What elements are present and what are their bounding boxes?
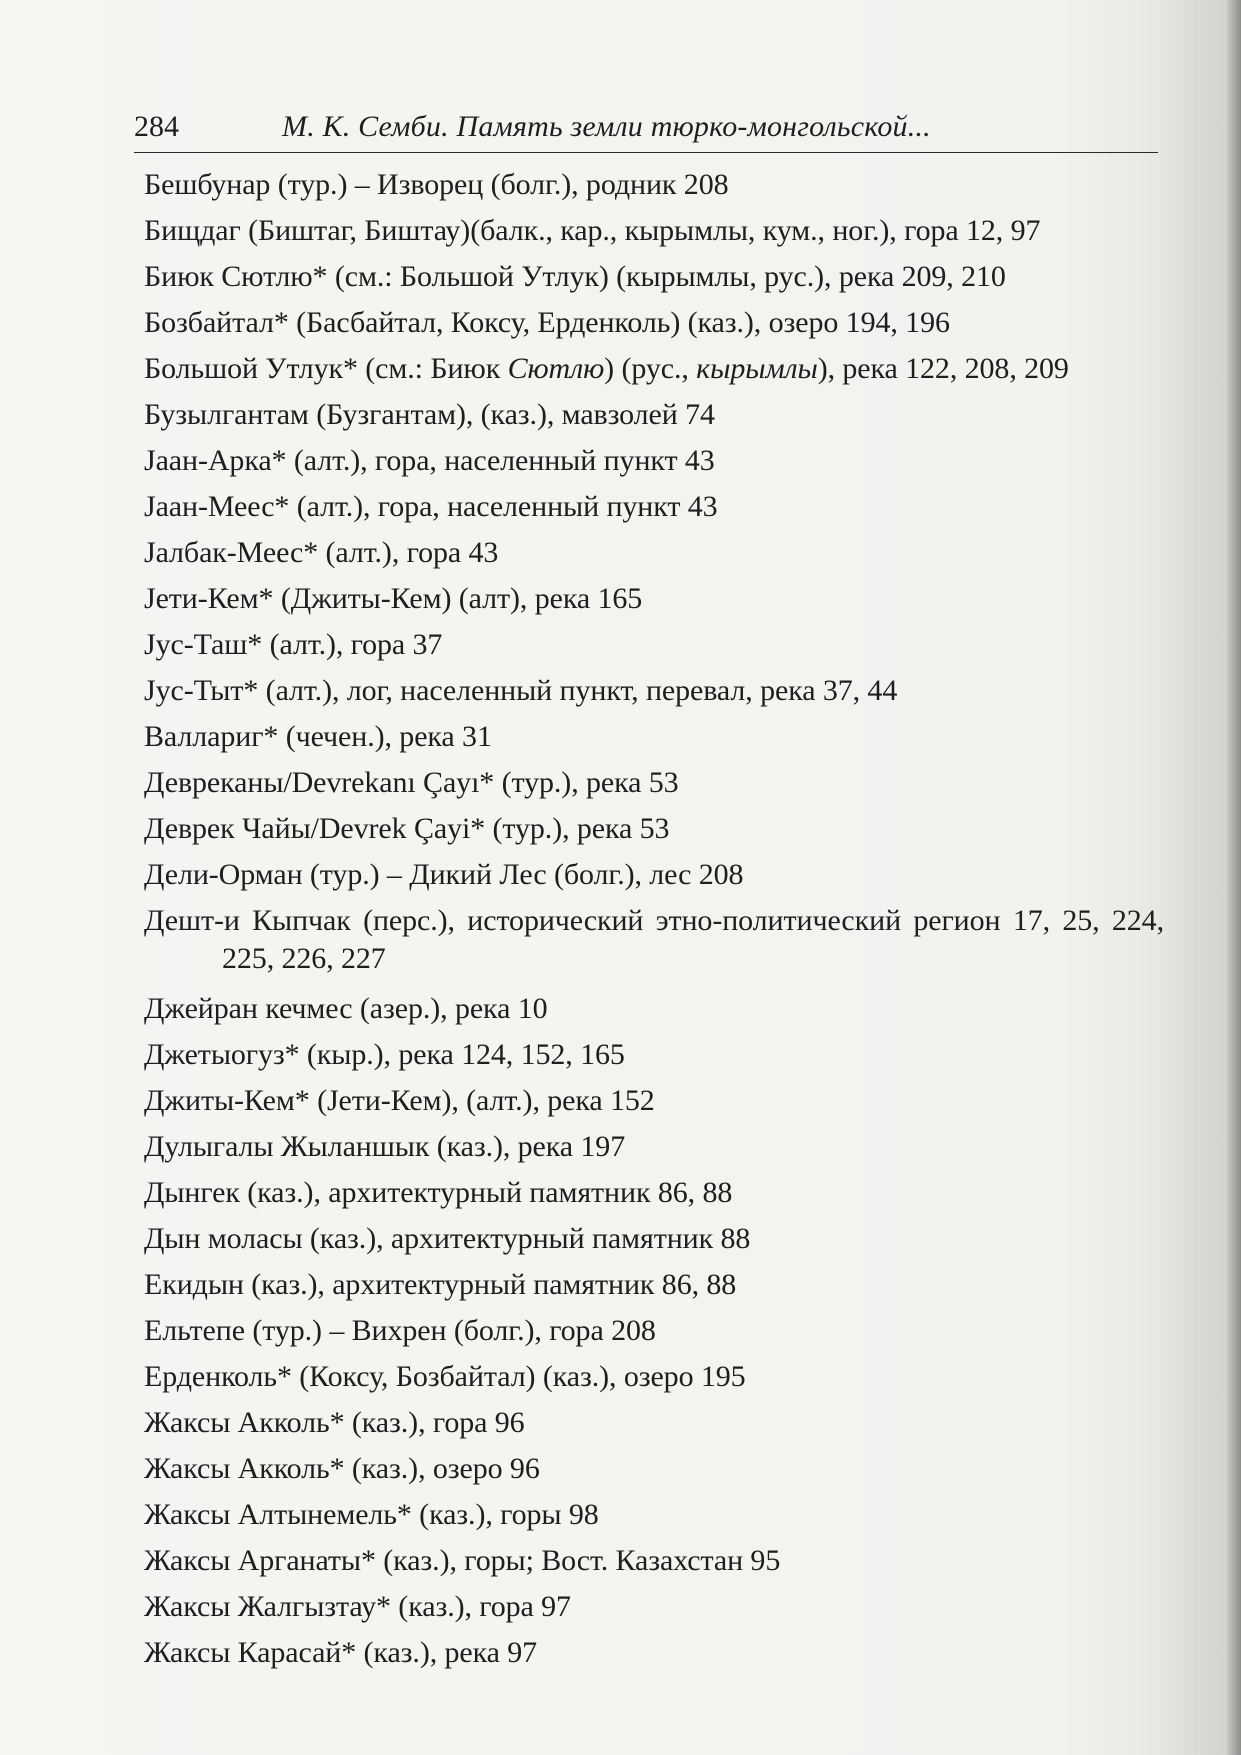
page-number: 284 bbox=[134, 110, 179, 143]
index-entry: Бузылгантам (Бузгантам), (каз.), мавзолей 74 bbox=[144, 398, 715, 431]
index-entry: Дулыгалы Жыланшык (каз.), река 197 bbox=[144, 1130, 626, 1163]
index-entry: Јус-Тыт* (алт.), лог, населенный пункт, перевал, река 37, 44 bbox=[144, 674, 898, 707]
index-entry: Дын моласы (каз.), архитектурный памятник 88 bbox=[144, 1222, 751, 1255]
entry-text-italic: кырымлы bbox=[696, 352, 818, 385]
index-entry: Жаксы Карасай* (каз.), река 97 bbox=[144, 1636, 538, 1669]
index-entry: Джетыогуз* (кыр.), река 124, 152, 165 bbox=[144, 1038, 625, 1071]
index-entry: Дели-Орман (тур.) – Дикий Лес (болг.), лес 208 bbox=[144, 858, 744, 891]
index-entry: Бозбайтал* (Басбайтал, Коксу, Ерденколь) (каз.), озеро 194, 196 bbox=[144, 306, 950, 339]
index-entry-list bbox=[144, 162, 1164, 1676]
index-entry: Дынгек (каз.), архитектурный памятник 86, 88 bbox=[144, 1176, 733, 1209]
index-entry: Ельтепе (тур.) – Вихрен (болг.), гора 208 bbox=[144, 1314, 656, 1347]
book-spine-shadow bbox=[1227, 0, 1241, 1755]
index-entry: Жаксы Акколь* (каз.), гора 96 bbox=[144, 1406, 525, 1439]
entry-text-italic: Сютлю bbox=[507, 352, 605, 385]
index-entry: Бищдаг (Биштаг, Биштау)(балк., кар., кырымлы, кум., ног.), гора 12, 97 bbox=[144, 214, 1041, 247]
index-entry: Јети-Кем* (Джиты-Кем) (алт), река 165 bbox=[144, 582, 643, 615]
index-entry: Екидын (каз.), архитектурный памятник 86, 88 bbox=[144, 1268, 737, 1301]
index-entry: Бешбунар (тур.) – Изворец (болг.), родник 208 bbox=[144, 168, 729, 201]
index-entry: Жаксы Жалгызтау* (каз.), гора 97 bbox=[144, 1590, 571, 1623]
index-entry: Јаан-Арка* (алт.), гора, населенный пункт 43 bbox=[144, 444, 715, 477]
index-entry: Јаан-Меес* (алт.), гора, населенный пункт 43 bbox=[144, 490, 718, 523]
index-entry: Јалбак-Меес* (алт.), гора 43 bbox=[144, 536, 499, 569]
index-entry: Јус-Таш* (алт.), гора 37 bbox=[144, 628, 443, 661]
index-entry: Джиты-Кем* (Јети-Кем), (алт.), река 152 bbox=[144, 1084, 655, 1117]
index-entry: Девреканы/Devrekanı Çayı* (тур.), река 53 bbox=[144, 766, 679, 799]
page-header bbox=[134, 106, 1158, 153]
index-entry: Деврек Чайы/Devrek Çayi* (тур.), река 53 bbox=[144, 812, 670, 845]
index-entry: Жаксы Алтынемель* (каз.), горы 98 bbox=[144, 1498, 599, 1531]
index-entry bbox=[144, 346, 1164, 392]
entry-text: ) (рус., bbox=[604, 352, 697, 385]
index-entry: Валлариг* (чечен.), река 31 bbox=[144, 720, 492, 753]
index-entry: Жаксы Акколь* (каз.), озеро 96 bbox=[144, 1452, 540, 1485]
entry-text: ), река 122, 208, 209 bbox=[817, 352, 1069, 385]
index-entry: Джейран кечмес (азер.), река 10 bbox=[144, 992, 548, 1025]
entry-text: Большой Утлук* (см.: Биюк bbox=[144, 352, 508, 385]
index-entry: Биюк Сютлю* (см.: Большой Утлук) (кырымлы, рус.), река 209, 210 bbox=[144, 260, 1006, 293]
running-head: М. К. Семби. Память земли тюрко-монгольской... bbox=[282, 110, 931, 143]
index-entry: Ерденколь* (Коксу, Бозбайтал) (каз.), озеро 195 bbox=[144, 1360, 746, 1393]
index-entry: Жаксы Арганаты* (каз.), горы; Вост. Казахстан 95 bbox=[144, 1544, 781, 1577]
index-entry: Дешт-и Кыпчак (перс.), исторический этно-политический регион 17, 25, 224, 225, 226, 227 bbox=[144, 904, 1164, 975]
